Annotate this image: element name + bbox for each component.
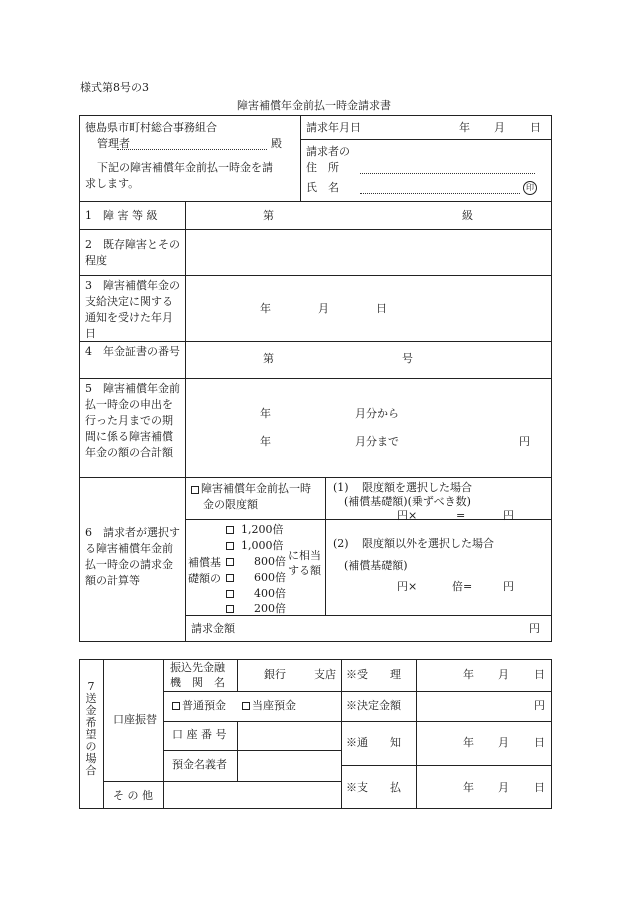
multiple-400-checkbox[interactable] — [226, 590, 234, 598]
multiple-1200-checkbox[interactable] — [226, 526, 234, 534]
address-label: 住 所 — [306, 161, 339, 174]
row5-month-from: 月分から — [355, 407, 399, 420]
request-date-day: 日 — [530, 121, 541, 134]
decided-amount-yen: 円 — [534, 699, 545, 712]
request-text-line2: 求します。 — [85, 177, 140, 190]
transfer-section-label: 7送金希望の場合 — [85, 680, 97, 777]
option1-number: (1) — [333, 481, 349, 494]
form-number: 様式第8号の3 — [80, 81, 149, 94]
multiple-200-checkbox[interactable] — [226, 605, 234, 613]
option1-equals: = — [456, 509, 466, 522]
seal-mark: 印 — [523, 181, 537, 195]
paid-year: 年 — [463, 781, 474, 794]
multiple-1000: 1,000倍 — [241, 539, 284, 552]
bank-name-label-line1: 振込先金融 — [170, 661, 225, 674]
addressee-org: 徳島県市町村総合事務組合 — [85, 121, 217, 134]
option1-title: 限度額を選択した場合 — [362, 481, 472, 494]
form-title: 障害補償年金前払一時金請求書 — [237, 99, 391, 112]
row1-kyu: 級 — [462, 209, 473, 222]
base-amount-line1: 補償基 — [188, 556, 221, 569]
received-month: 月 — [498, 668, 509, 681]
row5-year-to: 年 — [260, 435, 271, 448]
name-field[interactable] — [360, 193, 520, 194]
row4-go: 号 — [402, 352, 413, 365]
limit-amount-line1: 障害補償年金前払一時 — [201, 482, 311, 495]
row3-year: 年 — [260, 302, 271, 315]
ordinary-deposit-checkbox[interactable] — [172, 702, 180, 710]
row2-label: 2 既存障害とその程度 — [85, 238, 180, 267]
row5-yen: 円 — [519, 435, 530, 448]
multiple-800: 800倍 — [254, 555, 286, 568]
multiple-600: 600倍 — [254, 571, 286, 584]
option2-number: (2) — [333, 537, 349, 550]
multiple-200: 200倍 — [254, 602, 286, 615]
paid-month: 月 — [498, 781, 509, 794]
addressee-name-field[interactable] — [117, 149, 267, 150]
multiple-800-checkbox[interactable] — [226, 558, 234, 566]
account-holder-label: 預金名義者 — [172, 758, 227, 771]
multiple-600-checkbox[interactable] — [226, 574, 234, 582]
bank-name-label-line2: 機 関 名 — [170, 676, 225, 689]
row3-label: 3 障害補償年金の支給決定に関する通知を受けた年月日 — [85, 279, 180, 340]
addressee-suffix: 殿 — [271, 137, 282, 150]
option1-yen: 円 — [503, 509, 514, 522]
option1-yen-times: 円× — [397, 509, 418, 522]
bank-label: 銀行 — [264, 668, 286, 681]
claim-amount-label: 請求金額 — [191, 622, 235, 635]
request-date-label: 請求年月日 — [306, 121, 361, 134]
notified-year: 年 — [463, 736, 474, 749]
claim-amount-yen: 円 — [529, 622, 540, 635]
received-label: ※受 理 — [346, 668, 401, 681]
ordinary-deposit-label: 普通預金 — [182, 699, 226, 712]
row1-dai: 第 — [263, 209, 274, 222]
address-field[interactable] — [360, 173, 535, 174]
row3-month: 月 — [318, 302, 329, 315]
option2-yen: 円 — [503, 580, 514, 593]
base-amount-line2: 礎額の — [188, 572, 221, 585]
paid-day: 日 — [534, 781, 545, 794]
claimant-label: 請求者の — [306, 145, 350, 158]
other-label: そ の 他 — [113, 789, 153, 802]
addressee-title: 管理者 — [97, 137, 130, 150]
option2-title: 限度額以外を選択した場合 — [362, 537, 494, 550]
row5-month-to: 月分まで — [355, 435, 399, 448]
multiple-1200: 1,200倍 — [241, 523, 284, 536]
current-deposit-checkbox[interactable] — [242, 702, 250, 710]
notified-day: 日 — [534, 736, 545, 749]
row1-label: 1 障 害 等 級 — [85, 209, 158, 222]
multiple-1000-checkbox[interactable] — [226, 542, 234, 550]
bank-transfer-label: 口座振替 — [113, 713, 157, 726]
request-date-year: 年 — [459, 121, 470, 134]
name-label: 氏 名 — [306, 181, 339, 194]
option2-yen-times: 円× — [397, 580, 418, 593]
row6-label: 6 請求者が選択する障害補償年金前払一時金の請求金額の計算等 — [85, 526, 180, 587]
request-text-line1: 下記の障害補償年金前払一時金を請 — [97, 161, 273, 174]
row3-day: 日 — [376, 302, 387, 315]
option2-subtitle: (補償基礎額) — [344, 559, 408, 572]
current-deposit-label: 当座預金 — [252, 699, 296, 712]
request-date-month: 月 — [494, 121, 505, 134]
received-year: 年 — [463, 668, 474, 681]
row5-year-from: 年 — [260, 407, 271, 420]
option2-bai: 倍= — [452, 580, 473, 593]
notified-month: 月 — [498, 736, 509, 749]
limit-amount-checkbox[interactable] — [191, 486, 199, 494]
limit-amount-line2: 金の限度額 — [203, 498, 258, 511]
notified-label: ※通 知 — [346, 736, 401, 749]
row4-dai: 第 — [263, 352, 274, 365]
multiple-400: 400倍 — [254, 587, 286, 600]
account-number-label: 口 座 番 号 — [172, 728, 227, 741]
equivalent-amount-label: に相当する額 — [288, 549, 321, 577]
row4-label: 4 年金証書の番号 — [85, 345, 180, 358]
paid-label: ※支 払 — [346, 781, 401, 794]
decided-amount-label: ※決定金額 — [346, 699, 401, 712]
row5-label: 5 障害補償年金前払一時金の申出を行った月までの期間に係る障害補償年金の額の合計額 — [85, 382, 180, 459]
option1-subtitle: (補償基礎額)(乗ずべき数) — [344, 495, 471, 508]
received-day: 日 — [534, 668, 545, 681]
branch-label: 支店 — [314, 668, 336, 681]
